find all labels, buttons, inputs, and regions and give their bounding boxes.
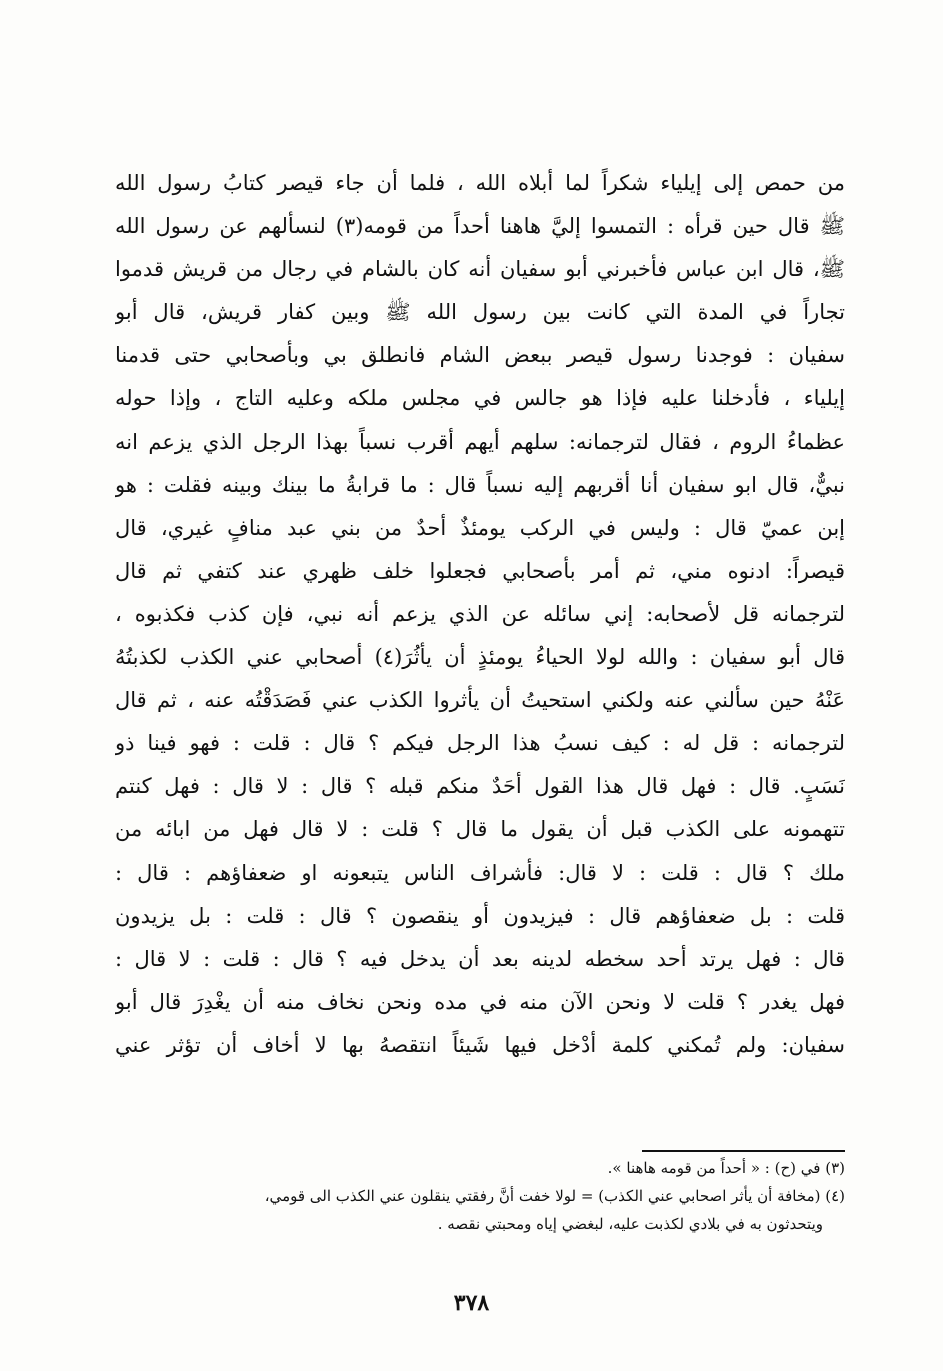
text-line: قيصراً: ادنوه مني، ثم أمر بأصحابي فجعلوا خلف ظهري عند كتفي ثم قال bbox=[115, 558, 845, 583]
text-line: تجاراً في المدة التي كانت بين رسول الله ﷺ وبين كفار قريش، قال أبو bbox=[115, 300, 845, 325]
text-line: قلت : بل ضعفاؤهم قال : فيزيدون أو ينقصون ؟ قال : قلت : بل يزيدون bbox=[115, 903, 845, 928]
text-line: فهل يغدر ؟ قلت لا ونحن الآن منه في مده ونحن نخاف منه أن يغْدِرَ قال أبو bbox=[115, 989, 845, 1014]
footnote-4: (٤) (مخافة أن يأثر اصحابي عني الكذب) = لولا خفت أنَّ رفقتي ينقلون عني الكذب الى قومي، bbox=[264, 1187, 845, 1205]
text-line: عظماءُ الروم ، فقال لترجمانه: سلهم أيهم أقرب نسباً بهذا الرجل الذي يزعم انه bbox=[115, 429, 845, 454]
text-line: سفيان: ولم تُمكني كلمة أدْخل فيها شَيئاً انتقصهُ بها لا أخاف أن تؤثر عني bbox=[115, 1032, 845, 1057]
text-line: إبن عميّ قال : وليس في الركب يومئذٌ أحدٌ من بني عبد منافٍ غيري، قال bbox=[115, 515, 845, 540]
text-line: نبيٌّ، قال ابو سفيان أنا أقربهم إليه نسباً قال : ما قرابةُ ما بينك وبينه فقلت : هو bbox=[115, 472, 845, 497]
text-line: لترجمانه قل لأصحابه: إني سائله عن الذي يزعم أنه نبي، فإن كذب فكذبوه ، bbox=[115, 601, 845, 626]
text-line: ملك ؟ قال : قلت : لا قال: فأشراف الناس يتبعونه او ضعفاؤهم : قال : bbox=[115, 860, 845, 885]
text-line: سفيان : فوجدنا رسول قيصر ببعض الشام فانطلق بي وبأصحابي حتى قدمنا bbox=[115, 343, 845, 368]
text-line: عَنْهُ حين سألني عنه ولكني استحيتُ أن يأثروا الكذب عني فَصَدَقْتُه عنه ، ثم قال bbox=[115, 688, 845, 713]
footnotes bbox=[115, 1154, 845, 1238]
footnote-4-continued: ويتحدثون به في بلادي لكذبت عليه، لبغضي إياه ومحبتي نقصه . bbox=[437, 1215, 823, 1233]
text-line: قال أبو سفيان : والله لولا الحياءُ يومئذٍ أن يأثُرَ(٤) أصحابي عني الكذب لكذبتُهُ bbox=[115, 645, 845, 670]
body-text bbox=[115, 162, 845, 1067]
text-line: قال : فهل يرتد أحد سخطه لدينه بعد أن يدخل فيه ؟ قال : قلت : لا قال : bbox=[115, 946, 845, 971]
text-line: تتهمونه على الكذب قبل أن يقول ما قال ؟ قلت : لا قال فهل من ابائه من bbox=[115, 817, 845, 842]
text-line: لترجمانه : قل له : كيف نسبُ هذا الرجل فيكم ؟ قال : قلت : فهو فينا ذو bbox=[115, 731, 845, 756]
text-line: ﷺ قال حين قرأه : التمسوا إليَّ هاهنا أحداً من قومه(٣) لنسألهم عن رسول الله bbox=[115, 214, 845, 239]
text-line: ﷺ، قال ابن عباس فأخبرني أبو سفيان أنه كان بالشام في رجال من قريش قدموا bbox=[115, 257, 845, 282]
text-line: من حمص إلى إيلياء شكراً لما أبلاه الله ، فلما أن جاء قيصر كتابُ رسول الله bbox=[115, 171, 845, 195]
text-line: إيلياء ، فأدخلنا عليه فإذا هو جالس في مجلس ملكه وعليه التاج ، وإذا حوله bbox=[115, 386, 845, 411]
footnote-3: (٣) في (ح) : « أحداً من قومه هاهنا ». bbox=[607, 1159, 845, 1177]
text-line: نَسَبٍ. قال : فهل قال هذا القول أحَدٌ منكم قبله ؟ قال : لا قال : فهل كنتم bbox=[115, 774, 845, 799]
page-number: ٣٧٨ bbox=[453, 1290, 490, 1316]
footnote-divider bbox=[642, 1150, 845, 1152]
